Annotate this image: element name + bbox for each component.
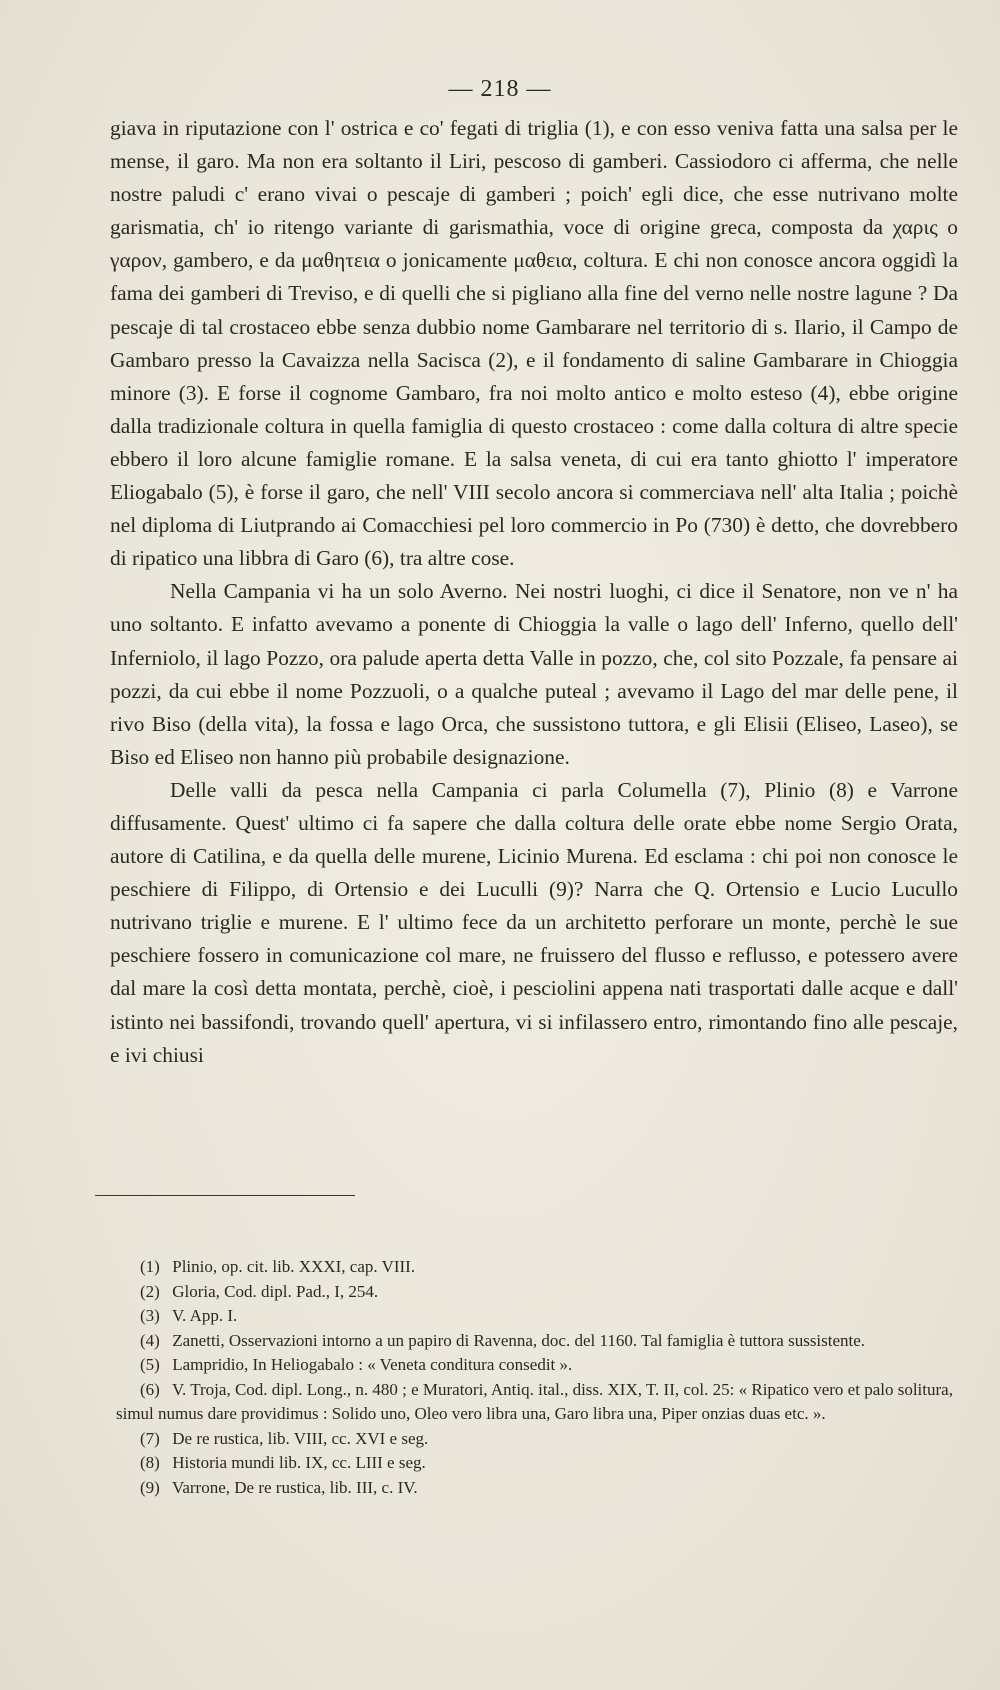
footnote-text: De re rustica, lib. VIII, cc. XVI e seg. [172, 1428, 429, 1448]
footnote-number: (7) [140, 1428, 160, 1448]
footnote-number: (2) [140, 1281, 160, 1301]
footnote [116, 1378, 956, 1427]
footnote-number: (8) [140, 1453, 160, 1472]
paragraph: Nella Campania vi ha un solo Averno. Nei nostri luoghi, ci dice il Senatore, non ve n' ha uno soltanto. E infatto avevamo a ponente di Chioggia la valle o lago dell' Inferno, quello dell' Inferniolo, il lago Pozzo, ora palude aperta detta Valle in pozzo, che, col sito Pozzale, fa pensare ai pozzi, da cui ebbe il nome Pozzuoli, o a qualche puteal ; avevamo il Lago del mar delle pene, il rivo Biso (della vita), la fossa e lago Orca, che sussistono tuttora, e gli Elisii (Eliseo, Laseo), se Biso ed Eliseo non hanno più probabile designazione. [110, 579, 958, 769]
footnote-text: Lampridio, In Heliogabalo : « Veneta conditura consedit ». [172, 1355, 573, 1374]
footnote-number: (3) [140, 1306, 160, 1325]
footnote-text: Gloria, Cod. dipl. Pad., I, 254. [172, 1281, 379, 1301]
footnote-number: (5) [140, 1355, 160, 1374]
footnote [116, 1353, 956, 1378]
footnote [116, 1304, 956, 1329]
footnote-number: (9) [140, 1477, 160, 1497]
footnote-separator [95, 1195, 355, 1196]
page-number: — 218 — [448, 76, 552, 102]
footnote [116, 1255, 956, 1280]
footnote-text: V. App. I. [171, 1306, 238, 1325]
footnote-text: Plinio, op. cit. lib. XXXI, cap. VIII. [172, 1257, 416, 1276]
main-text [110, 112, 958, 1072]
footnote [116, 1427, 956, 1452]
footnote [116, 1476, 956, 1501]
footnote [116, 1329, 956, 1354]
footnote-text: V. Troja, Cod. dipl. Long., n. 480 ; e Muratori, Antiq. ital., diss. XIX, T. II, col. 25: « Ripatico vero et palo solitura, simul numus dare providimus : Solido uno, Oleo vero libra una, Garo libra una, Piper onzias duas etc. ». [116, 1379, 953, 1423]
paragraph: Delle valli da pesca nella Campania ci parla Columella (7), Plinio (8) e Varrone diffusamente. Quest' ultimo ci fa sapere che dalla coltura delle orate ebbe nome Sergio Orata, autore di Catilina, e da quella delle murene, Licinio Murena. Ed esclama : chi poi non conosce le peschiere di Filippo, di Ortensio e dei Luculli (9)? Narra che Q. Ortensio e Lucio Lucullo nutrivano triglie e murene. E l' ultimo fece da un architetto perforare un monte, perchè le sue peschiere fossero in comunicazione col mare, ne fruissero del flusso e reflusso, e potessero avere dal mare la così detta montata, perchè, cioè, i pesciolini appena nati trasportati dalle acque e dall' istinto nei bassifondi, trovando quell' apertura, vi si infilassero entro, rimontando fino alle pescaje, e ivi chiusi [110, 777, 958, 1067]
footnote [116, 1280, 956, 1305]
footnotes [116, 1255, 956, 1500]
footnote-number: (1) [140, 1257, 160, 1276]
footnote-number: (6) [140, 1379, 160, 1399]
footnote [116, 1451, 956, 1476]
footnote-number: (4) [140, 1330, 160, 1350]
paragraph: giava in riputazione con l' ostrica e co' fegati di triglia (1), e con esso veniva fatta una salsa per le mense, il garo. Ma non era soltanto il Liri, pescoso di gamberi. Cassiodoro ci afferma, che nelle nostre paludi c' erano vivai o pescaje di gamberi ; poich' egli dice, che esse nutrivano molte garismatia, ch' io ritengo variante di garismathia, voce di origine greca, composta da χαρις o γαρον, gambero, e da μαθητεια o jonicamente μαθεια, coltura. E chi non conosce ancora oggidì la fama dei gamberi di Treviso, e di quelli che si pigliano alla fine del verno nelle nostre lagune ? Da pescaje di tal crostaceo ebbe senza dubbio nome Gambarare nel territorio di s. Ilario, il Campo de Gambaro presso la Cavaizza nella Sacisca (2), e il fondamento di saline Gambarare in Chioggia minore (3). E forse il cognome Gambaro, fra noi molto antico e molto esteso (4), ebbe origine dalla tradizionale coltura in quella famiglia di questo crostaceo : come dalla coltura di altre specie ebbero il loro alcune famiglie romane. E la salsa veneta, di cui era tanto ghiotto l' imperatore Eliogabalo (5), è forse il garo, che nell' VIII secolo ancora si commerciava nell' alta Italia ; poichè nel diploma di Liutprando ai Comacchiesi pel loro commercio in Po (730) è detto, che dovrebbero di ripatico una libbra di Garo (6), tra altre cose. [110, 116, 958, 571]
footnote-text: Historia mundi lib. IX, cc. LIII e seg. [172, 1453, 426, 1472]
footnote-text: Varrone, De re rustica, lib. III, c. IV. [171, 1477, 418, 1497]
footnote-text: Zanetti, Osservazioni intorno a un papiro di Ravenna, doc. del 1160. Tal famiglia è tuttora sussistente. [172, 1330, 866, 1350]
